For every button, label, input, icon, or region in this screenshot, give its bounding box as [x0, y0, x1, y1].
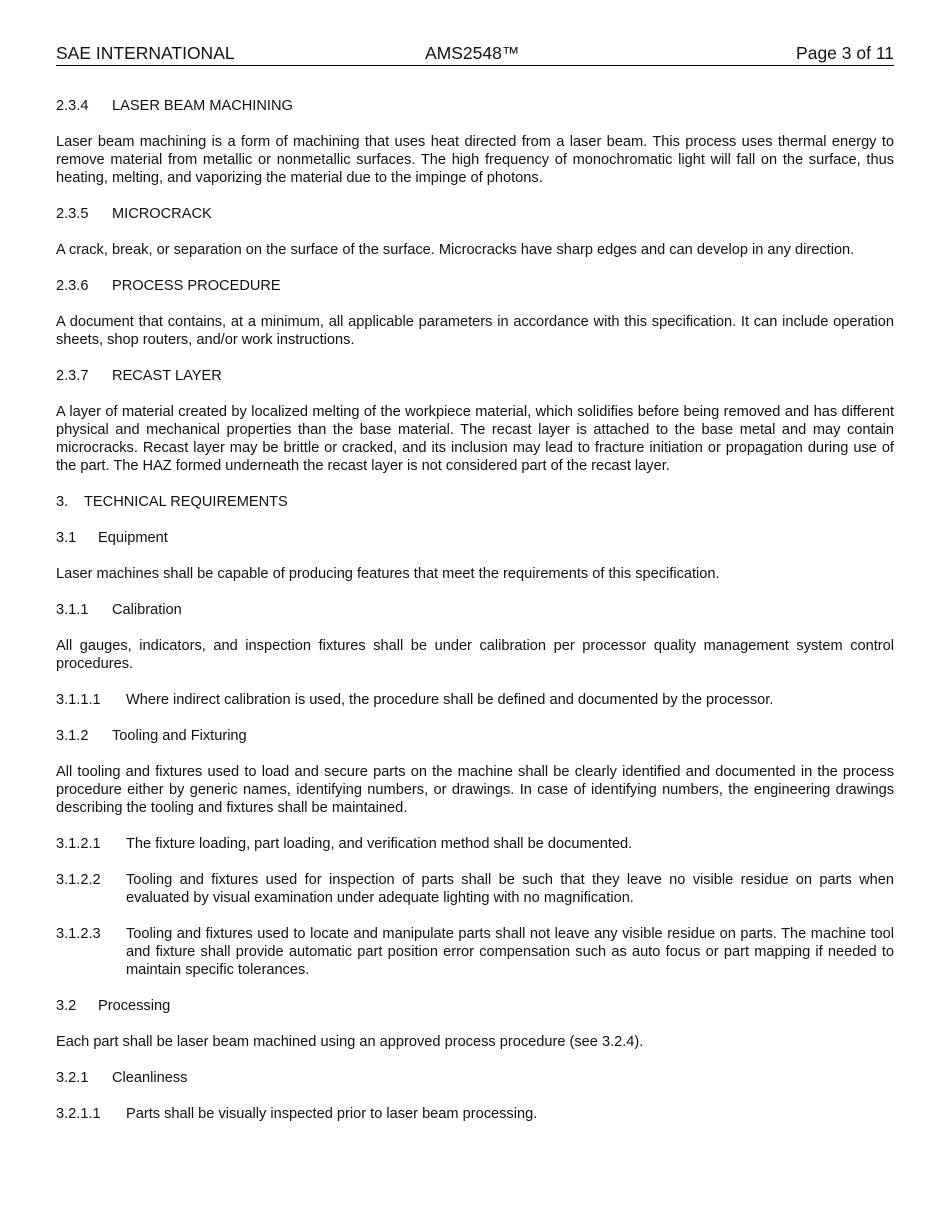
section-body-2-3-6: A document that contains, at a minimum, all applicable parameters in accordance with this specification. It can include operation sheets, shop routers, and/or work instructions. — [56, 314, 894, 348]
section-title: Cleanliness — [112, 1070, 188, 1086]
page-header — [56, 43, 894, 66]
list-item-3-2-1-1 — [56, 1105, 894, 1123]
section-heading-3-1-2 — [56, 727, 894, 745]
section-heading-2-3-7 — [56, 367, 894, 385]
section-title: PROCESS PROCEDURE — [112, 278, 281, 294]
section-heading-3-2 — [56, 997, 894, 1015]
section-heading-2-3-5 — [56, 205, 894, 223]
item-text: Tooling and fixtures used to locate and manipulate parts shall not leave any visible residue on parts. The machine tool and fixture shall provide automatic part position error compensation such as auto focus or part mapping if needed to maintain specific tolerances. — [126, 926, 894, 978]
section-body-2-3-5: A crack, break, or separation on the surface of the surface. Microcracks have sharp edges and can develop in any direction. — [56, 242, 855, 258]
header-page-number: Page 3 of 11 — [796, 43, 894, 63]
section-heading-2-3-4 — [56, 97, 894, 115]
header-document-id: AMS2548™ — [425, 43, 520, 63]
document-body — [56, 97, 894, 1141]
section-body-3-2: Each part shall be laser beam machined using an approved process procedure (see 3.2.4). — [56, 1034, 644, 1050]
section-heading-3-1 — [56, 529, 894, 547]
section-number: 2.3.7 — [56, 368, 89, 384]
section-heading-3-2-1 — [56, 1069, 894, 1087]
section-title: TECHNICAL REQUIREMENTS — [84, 494, 288, 510]
item-number: 3.2.1.1 — [56, 1106, 101, 1122]
section-number: 3.1 — [56, 530, 77, 546]
section-title: Tooling and Fixturing — [112, 728, 247, 744]
section-heading-2-3-6 — [56, 277, 894, 295]
section-title: RECAST LAYER — [112, 368, 222, 384]
section-heading-3-1-1 — [56, 601, 894, 619]
section-body-3-1: Laser machines shall be capable of producing features that meet the requirements of this specification. — [56, 566, 720, 582]
section-number: 2.3.4 — [56, 98, 89, 114]
item-number: 3.1.2.3 — [56, 926, 101, 942]
list-item-3-1-1-1 — [56, 691, 894, 709]
item-number: 3.1.2.2 — [56, 872, 101, 888]
section-number: 2.3.5 — [56, 206, 89, 222]
list-item-3-1-2-3 — [56, 925, 894, 979]
section-title: LASER BEAM MACHINING — [112, 98, 293, 114]
section-number: 3.1.1 — [56, 602, 89, 618]
section-heading-3 — [56, 493, 894, 511]
section-body-2-3-4: Laser beam machining is a form of machining that uses heat directed from a laser beam. This process uses thermal energy to remove material from metallic or nonmetallic surfaces. The high frequency of monochromatic light will fall on the surface, thus heating, melting, and vaporizing the material due to the impinge of photons. — [56, 134, 894, 186]
section-title: Calibration — [112, 602, 182, 618]
section-number: 3. — [56, 494, 69, 510]
section-body-2-3-7: A layer of material created by localized melting of the workpiece material, which solidifies before being removed and has different physical and mechanical properties than the base material. The recast layer is attached to the base metal and may contain microcracks. Recast layer may be brittle or cracked, and its inclusion may lead to fracture initiation or propagation during use of the part. The HAZ formed underneath the recast layer is not considered part of the recast layer. — [56, 404, 894, 474]
section-number: 3.2.1 — [56, 1070, 89, 1086]
section-number: 2.3.6 — [56, 278, 89, 294]
section-number: 3.1.2 — [56, 728, 89, 744]
section-title: Processing — [98, 998, 171, 1014]
section-title: MICROCRACK — [112, 206, 212, 222]
section-title: Equipment — [98, 530, 168, 546]
item-text: The fixture loading, part loading, and verification method shall be documented. — [126, 836, 633, 852]
list-item-3-1-2-2 — [56, 871, 894, 907]
item-number: 3.1.1.1 — [56, 692, 101, 708]
item-number: 3.1.2.1 — [56, 836, 101, 852]
section-body-3-1-1: All gauges, indicators, and inspection fixtures shall be under calibration per processor quality management system control procedures. — [56, 638, 894, 672]
item-text: Tooling and fixtures used for inspection of parts shall be such that they leave no visible residue on parts when evaluated by visual examination under adequate lighting with no magnification. — [126, 872, 894, 906]
list-item-3-1-2-1 — [56, 835, 894, 853]
section-number: 3.2 — [56, 998, 77, 1014]
header-organization: SAE INTERNATIONAL — [56, 43, 235, 63]
section-body-3-1-2: All tooling and fixtures used to load and secure parts on the machine shall be clearly identified and documented in the process procedure either by generic names, identifying numbers, or drawings. In case of identifying numbers, the engineering drawings describing the tooling and fixtures shall be maintained. — [56, 764, 894, 816]
item-text: Where indirect calibration is used, the procedure shall be defined and documented by the processor. — [126, 692, 774, 708]
item-text: Parts shall be visually inspected prior to laser beam processing. — [126, 1106, 538, 1122]
